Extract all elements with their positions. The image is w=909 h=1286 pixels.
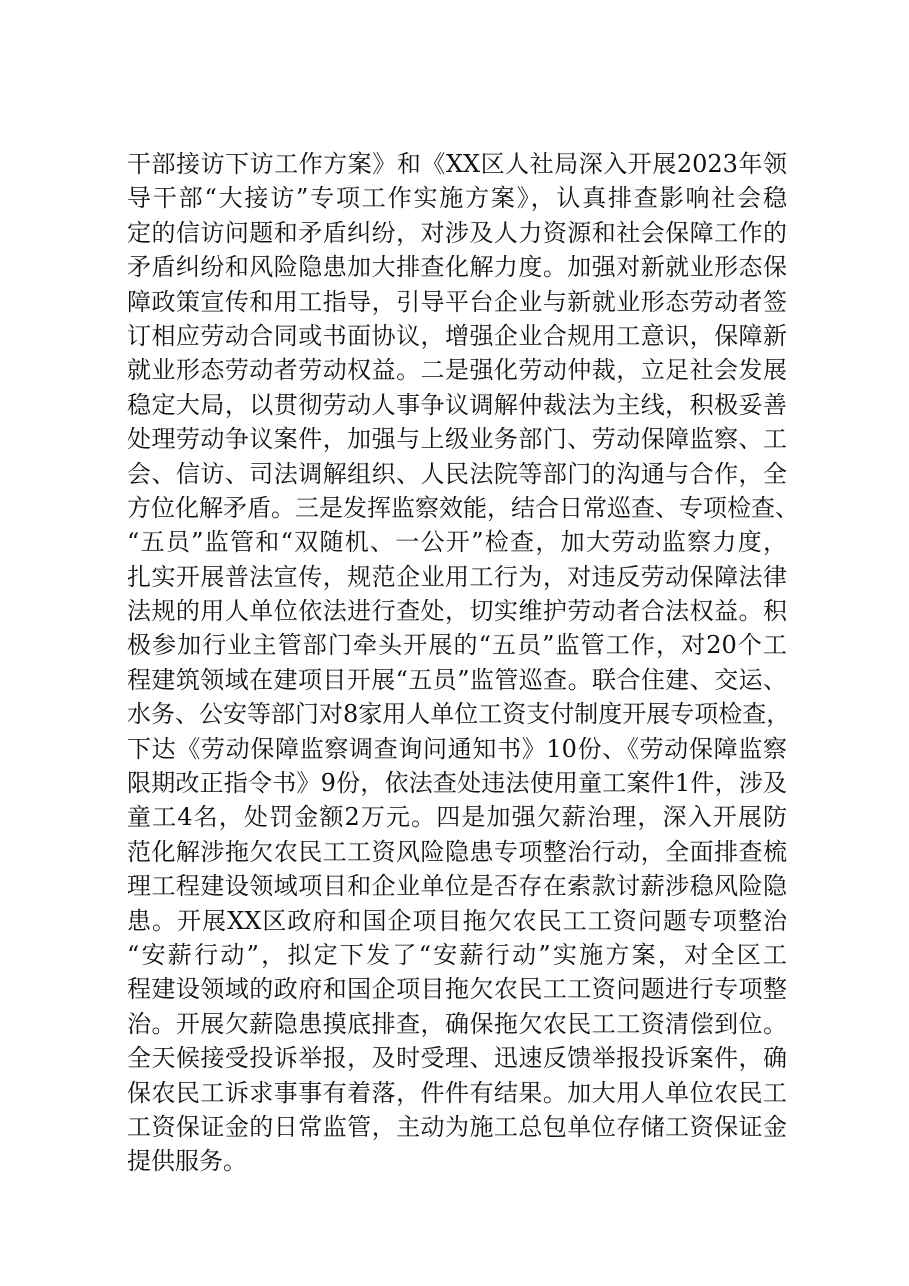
text-line: 稳定大局，以贯彻劳动人事争议调解仲裁法为主线，积极妥善 [127,390,787,419]
text-line: 处理劳动争议案件，加强与上级业务部门、劳动保障监察、工 [127,425,787,454]
text-line: 极参加行业主管部门牵头开展的“五员”监管工作，对20个工 [127,631,787,660]
text-line: 就业形态劳动者劳动权益。二是强化劳动仲裁，立足社会发展 [127,356,787,385]
text-line: 矛盾纠纷和风险隐患加大排查化解力度。加强对新就业形态保 [127,253,787,282]
text-line: 童工4名，处罚金额2万元。四是加强欠薪治理，深入开展防 [127,803,787,832]
text-line: 扎实开展普法宣传，规范企业用工行为，对违反劳动保障法律 [127,562,787,591]
text-line: 下达《劳动保障监察调查询问通知书》10份、《劳动保障监察 [127,734,787,763]
text-line: 工资保证金的日常监管，主动为施工总包单位存储工资保证金 [127,1112,787,1141]
text-line: 保农民工诉求事事有着落，件件有结果。加大用人单位农民工 [127,1078,787,1107]
text-line: 导干部“大接访”专项工作实施方案》，认真排查影响社会稳 [127,184,787,213]
text-line: 程建设领域的政府和国企项目拖欠农民工工资问题进行专项整 [127,975,787,1004]
text-line: 限期改正指令书》9份，依法查处违法使用童工案件1件，涉及 [127,769,787,798]
text-line: 范化解涉拖欠农民工工资风险隐患专项整治行动，全面排查梳 [127,837,787,866]
text-line: 患。开展XX区政府和国企项目拖欠农民工工资问题专项整治 [127,906,787,935]
text-line: 定的信访问题和矛盾纠纷，对涉及人力资源和社会保障工作的 [127,218,787,247]
text-line: 方位化解矛盾。三是发挥监察效能，结合日常巡查、专项检查、 [127,493,799,522]
text-line: 法规的用人单位依法进行查处，切实维护劳动者合法权益。积 [127,597,787,626]
text-line: 订相应劳动合同或书面协议，增强企业合规用工意识，保障新 [127,321,787,350]
text-line: 程建筑领域在建项目开展“五员”监管巡查。联合住建、交运、 [127,665,787,694]
text-line: 水务、公安等部门对8家用人单位工资支付制度开展专项检查， [127,700,791,729]
text-line: 会、信访、司法调解组织、人民法院等部门的沟通与合作，全 [127,459,787,488]
text-line: 理工程建设领域项目和企业单位是否存在索款讨薪涉稳风险隐 [127,872,787,901]
text-line: 提供服务。 [127,1147,247,1176]
text-line: “安薪行动”，拟定下发了“安薪行动”实施方案，对全区工 [127,940,787,969]
text-line: 障政策宣传和用工指导，引导平台企业与新就业形态劳动者签 [127,287,787,316]
body-paragraph [127,147,799,1179]
text-line: 全天候接受投诉举报，及时受理、迅速反馈举报投诉案件，确 [127,1044,787,1073]
text-line: “五员”监管和“双随机、一公开”检查，加大劳动监察力度， [127,528,787,557]
text-line: 干部接访下访工作方案》和《XX区人社局深入开展2023年领 [127,150,787,178]
text-line: 治。开展欠薪隐患摸底排查，确保拖欠农民工工资清偿到位。 [127,1009,787,1038]
